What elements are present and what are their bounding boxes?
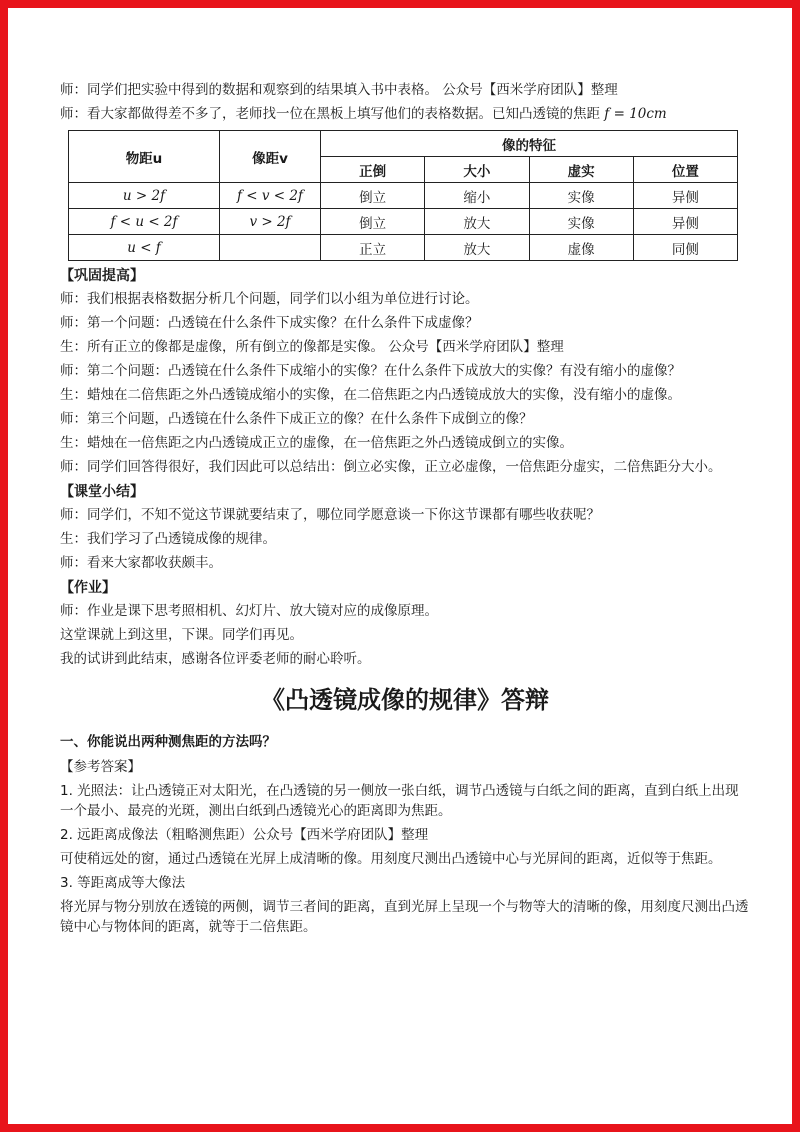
answer-line: 3. 等距离成等大像法 (60, 875, 186, 891)
defense-title: 《凸透镜成像的规律》答辩 (261, 686, 549, 714)
consolidate-heading: 【巩固提高】 (60, 268, 144, 284)
subheader-real-virtual: 虚实 (529, 157, 633, 183)
summary-line: 生：我们学习了凸透镜成像的规律。 (60, 531, 276, 547)
answer-line: 将光屏与物分别放在透镜的两侧，调节三者间的距离，直到光屏上呈现一个与物等大的清晰的像，用刻度尺测出凸透镜中心与物体间的距离，就等于二倍焦距。 (60, 899, 749, 935)
answer-line: 1. 光照法：让凸透镜正对太阳光，在凸透镜的另一侧放一张白纸，调节凸透镜与白纸之间的距离，直到白纸上出现一个最小、最亮的光斑，测出白纸到凸透镜光心的距离即为焦距。 (60, 783, 739, 819)
table-row (69, 235, 738, 261)
consolidate-line: 师：第一个问题：凸透镜在什么条件下成实像？在什么条件下成虚像？ (60, 315, 479, 331)
cell-orientation: 正立 (321, 235, 425, 261)
imaging-table (68, 130, 738, 261)
consolidate-line: 生：蜡烛在二倍焦距之外凸透镜成缩小的实像，在二倍焦距之内凸透镜成放大的实像，没有缩小的虚像。 (60, 387, 681, 403)
table-row (69, 209, 738, 235)
defense-question: 一、你能说出两种测焦距的方法吗？ (60, 734, 276, 750)
consolidate-line: 师：第二个问题：凸透镜在什么条件下成缩小的实像？在什么条件下成放大的实像？有没有缩小的虚像？ (60, 363, 681, 379)
table-row (69, 183, 738, 209)
document-body (60, 80, 750, 937)
summary-heading: 【课堂小结】 (60, 484, 144, 500)
answer-line: 2. 远距离成像法（粗略测焦距）公众号【西米学府团队】整理 (60, 827, 429, 843)
focal-length-value: f = 10cm (604, 106, 667, 122)
consolidate-line: 生：所有正立的像都是虚像，所有倒立的像都是实像。 公众号【西米学府团队】整理 (60, 339, 564, 355)
cell-v (220, 235, 321, 261)
header-image-features: 像的特征 (321, 131, 738, 157)
cell-position: 同侧 (633, 235, 737, 261)
consolidate-line: 生：蜡烛在一倍焦距之内凸透镜成正立的虚像，在一倍焦距之外凸透镜成倒立的实像。 (60, 435, 573, 451)
intro-line-1: 师：同学们把实验中得到的数据和观察到的结果填入书中表格。 公众号【西米学府团队】整理 (60, 82, 618, 98)
homework-line: 师：作业是课下思考照相机、幻灯片、放大镜对应的成像原理。 (60, 603, 438, 619)
header-image-distance: 像距v (220, 131, 321, 183)
intro-line-2 (60, 104, 750, 128)
consolidate-line: 师：我们根据表格数据分析几个问题，同学们以小组为单位进行讨论。 (60, 291, 479, 307)
cell-orientation: 倒立 (321, 209, 425, 235)
summary-line: 师：同学们，不知不觉这节课就要结束了，哪位同学愿意谈一下你这节课都有哪些收获呢？ (60, 507, 600, 523)
homework-heading: 【作业】 (60, 580, 116, 596)
cell-v: v > 2f (220, 209, 321, 235)
intro-line-2-text: 师：看大家都做得差不多了，老师找一位在黑板上填写他们的表格数据。已知凸透镜的焦距 (60, 106, 600, 122)
cell-position: 异侧 (633, 209, 737, 235)
header-object-distance: 物距u (69, 131, 220, 183)
cell-type: 实像 (529, 183, 633, 209)
subheader-size: 大小 (425, 157, 529, 183)
answer-line: 可使稍远处的窗，通过凸透镜在光屏上成清晰的像。用刻度尺测出凸透镜中心与光屏间的距离，近似等于焦距。 (60, 851, 722, 867)
cell-u: f < u < 2f (69, 209, 220, 235)
cell-size: 放大 (425, 235, 529, 261)
subheader-position: 位置 (633, 157, 737, 183)
cell-orientation: 倒立 (321, 183, 425, 209)
cell-position: 异侧 (633, 183, 737, 209)
subheader-orientation: 正倒 (321, 157, 425, 183)
summary-line: 师：看来大家都收获颇丰。 (60, 555, 222, 571)
cell-u: u < f (69, 235, 220, 261)
consolidate-line: 师：同学们回答得很好，我们因此可以总结出：倒立必实像，正立必虚像，一倍焦距分虚实，二倍焦距分大小。 (60, 459, 722, 475)
homework-line: 我的试讲到此结束，感谢各位评委老师的耐心聆听。 (60, 651, 371, 667)
cell-u: u > 2f (69, 183, 220, 209)
consolidate-line: 师：第三个问题，凸透镜在什么条件下成正立的像？在什么条件下成倒立的像？ (60, 411, 533, 427)
cell-type: 实像 (529, 209, 633, 235)
cell-size: 放大 (425, 209, 529, 235)
answer-label: 【参考答案】 (60, 759, 141, 775)
cell-size: 缩小 (425, 183, 529, 209)
cell-type: 虚像 (529, 235, 633, 261)
homework-line: 这堂课就上到这里，下课。同学们再见。 (60, 627, 303, 643)
cell-v: f < v < 2f (220, 183, 321, 209)
